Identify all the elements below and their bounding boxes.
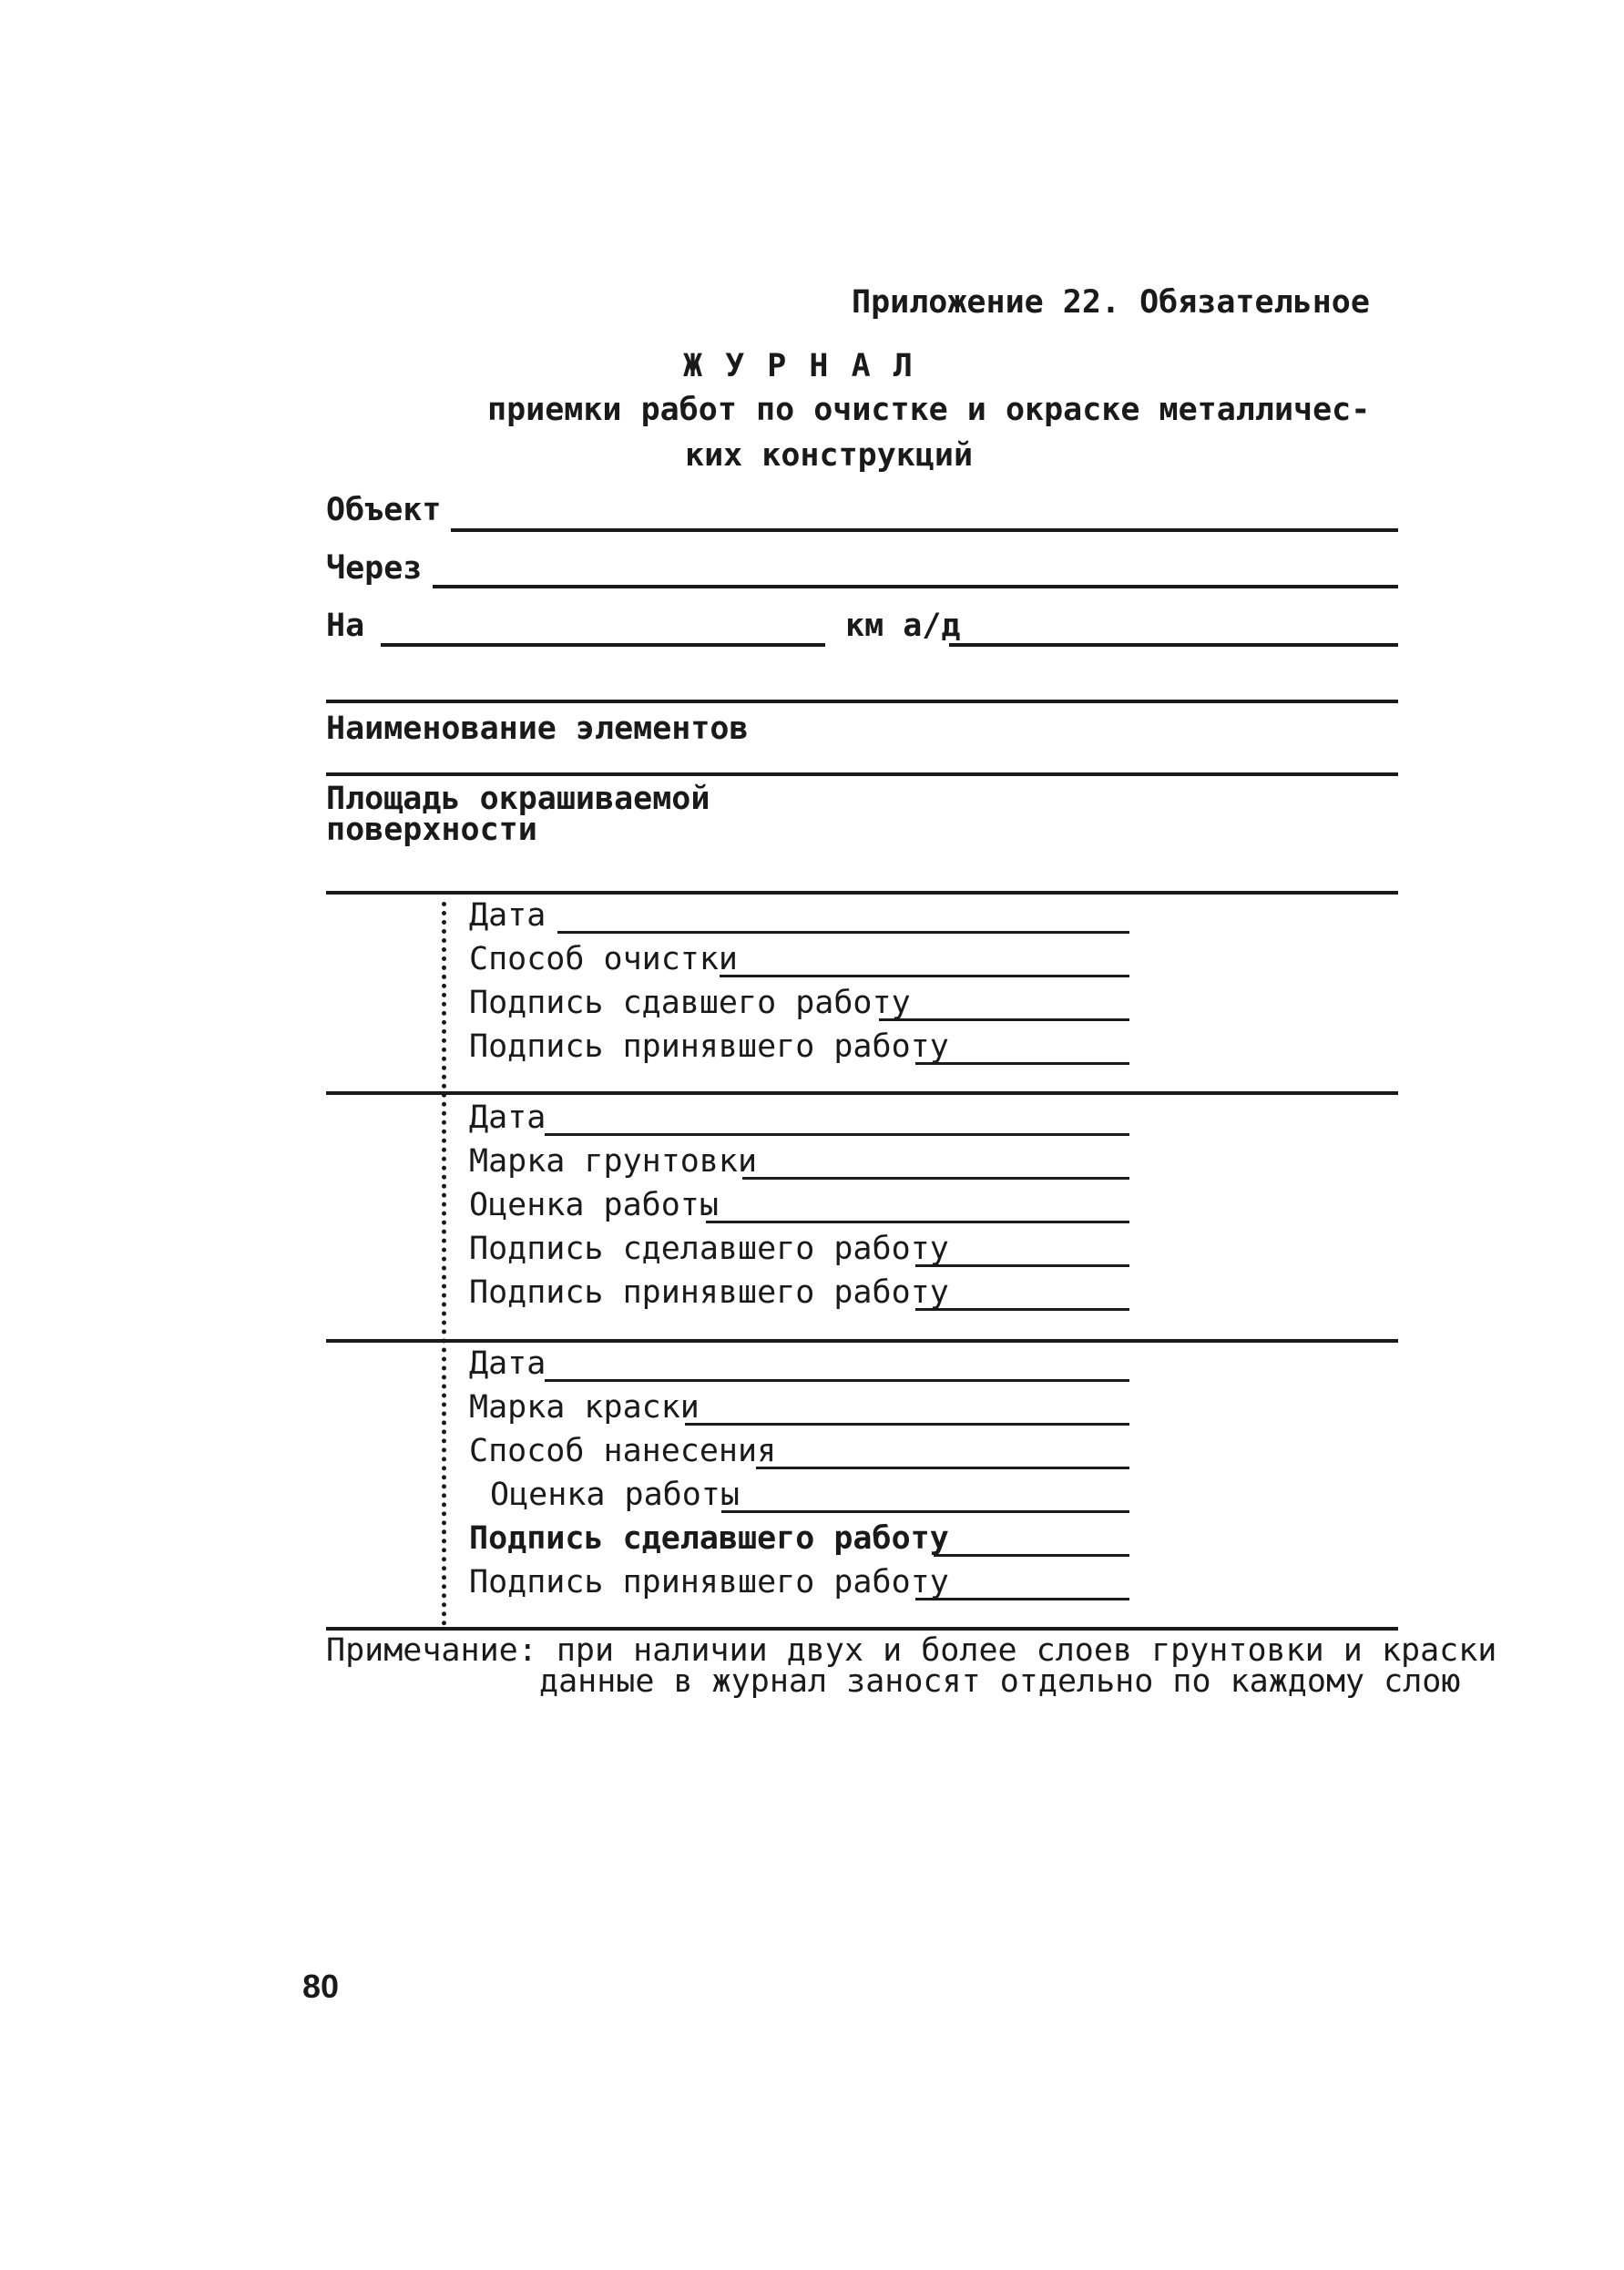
painting-date-label: Дата [469, 1345, 546, 1382]
km-ad-fill-line [949, 643, 1398, 647]
priming-rating-label: Оценка работы [469, 1187, 719, 1223]
priming-accepted-sign-line [915, 1308, 1129, 1311]
painting-done-sign-label: Подпись сделавшего работу [469, 1520, 949, 1557]
note-line2: данные в журнал заносят отдельно по каждому слою [539, 1663, 1461, 1700]
element-names-label: Наименование элементов [326, 711, 749, 747]
through-fill-line [433, 585, 1398, 588]
primer-brand-label: Марка грунтовки [469, 1143, 758, 1180]
page-number: 80 [302, 1968, 340, 2005]
primer-brand-line [742, 1177, 1129, 1180]
cleaning-method-label: Способ очистки [469, 941, 739, 977]
vertical-separator [442, 902, 446, 1626]
journal-title: Ж У Р Н А Л [683, 348, 914, 384]
km-ad-label: км а/д [845, 608, 961, 644]
cleaning-method-line [720, 975, 1129, 977]
on-fill-line [381, 643, 825, 647]
journal-subtitle-line1: приемки работ по очистке и окраске металличес- [487, 392, 1371, 428]
on-label: На [326, 608, 365, 644]
painting-rating-line [721, 1510, 1129, 1513]
application-method-line [756, 1467, 1129, 1469]
priming-date-line [545, 1133, 1129, 1136]
paint-brand-line [685, 1423, 1129, 1426]
cleaning-accepted-sign-line [915, 1062, 1129, 1065]
journal-subtitle-line2: ких конструкций [685, 437, 974, 474]
section-divider-2 [326, 1339, 1398, 1343]
painting-accepted-sign-line [915, 1598, 1129, 1600]
note-line1: Примечание: при наличии двух и более слоев грунтовки и краски [326, 1632, 1497, 1669]
area-line [326, 891, 1398, 895]
element-names-line [326, 772, 1398, 776]
cleaning-handed-sign-line [879, 1018, 1129, 1021]
cleaning-handed-sign-label: Подпись сдавшего работу [469, 985, 911, 1021]
painting-done-sign-line [934, 1554, 1129, 1557]
through-label: Через [326, 550, 423, 587]
object-label: Объект [326, 492, 442, 528]
section-divider-1 [326, 1091, 1398, 1095]
appendix-label: Приложение 22. Обязательное [852, 284, 1370, 321]
area-label-line2: поверхности [326, 812, 537, 848]
area-label-line1: Площадь окрашиваемой [326, 781, 710, 817]
priming-done-sign-label: Подпись сделавшего работу [469, 1231, 949, 1267]
painting-rating-label: Оценка работы [490, 1477, 740, 1513]
paint-brand-label: Марка краски [469, 1389, 700, 1426]
section-divider-3 [326, 1627, 1398, 1631]
priming-rating-line [706, 1221, 1129, 1223]
object-fill-line [451, 528, 1398, 532]
application-method-label: Способ нанесения [469, 1433, 777, 1469]
painting-date-line [545, 1379, 1129, 1382]
cleaning-accepted-sign-label: Подпись принявшего работу [469, 1028, 949, 1065]
blank-line [326, 700, 1398, 703]
cleaning-date-line [557, 931, 1129, 934]
cleaning-date-label: Дата [469, 897, 546, 934]
painting-accepted-sign-label: Подпись принявшего работу [469, 1564, 949, 1600]
priming-date-label: Дата [469, 1099, 546, 1136]
priming-done-sign-line [915, 1264, 1129, 1267]
priming-accepted-sign-label: Подпись принявшего работу [469, 1274, 949, 1311]
